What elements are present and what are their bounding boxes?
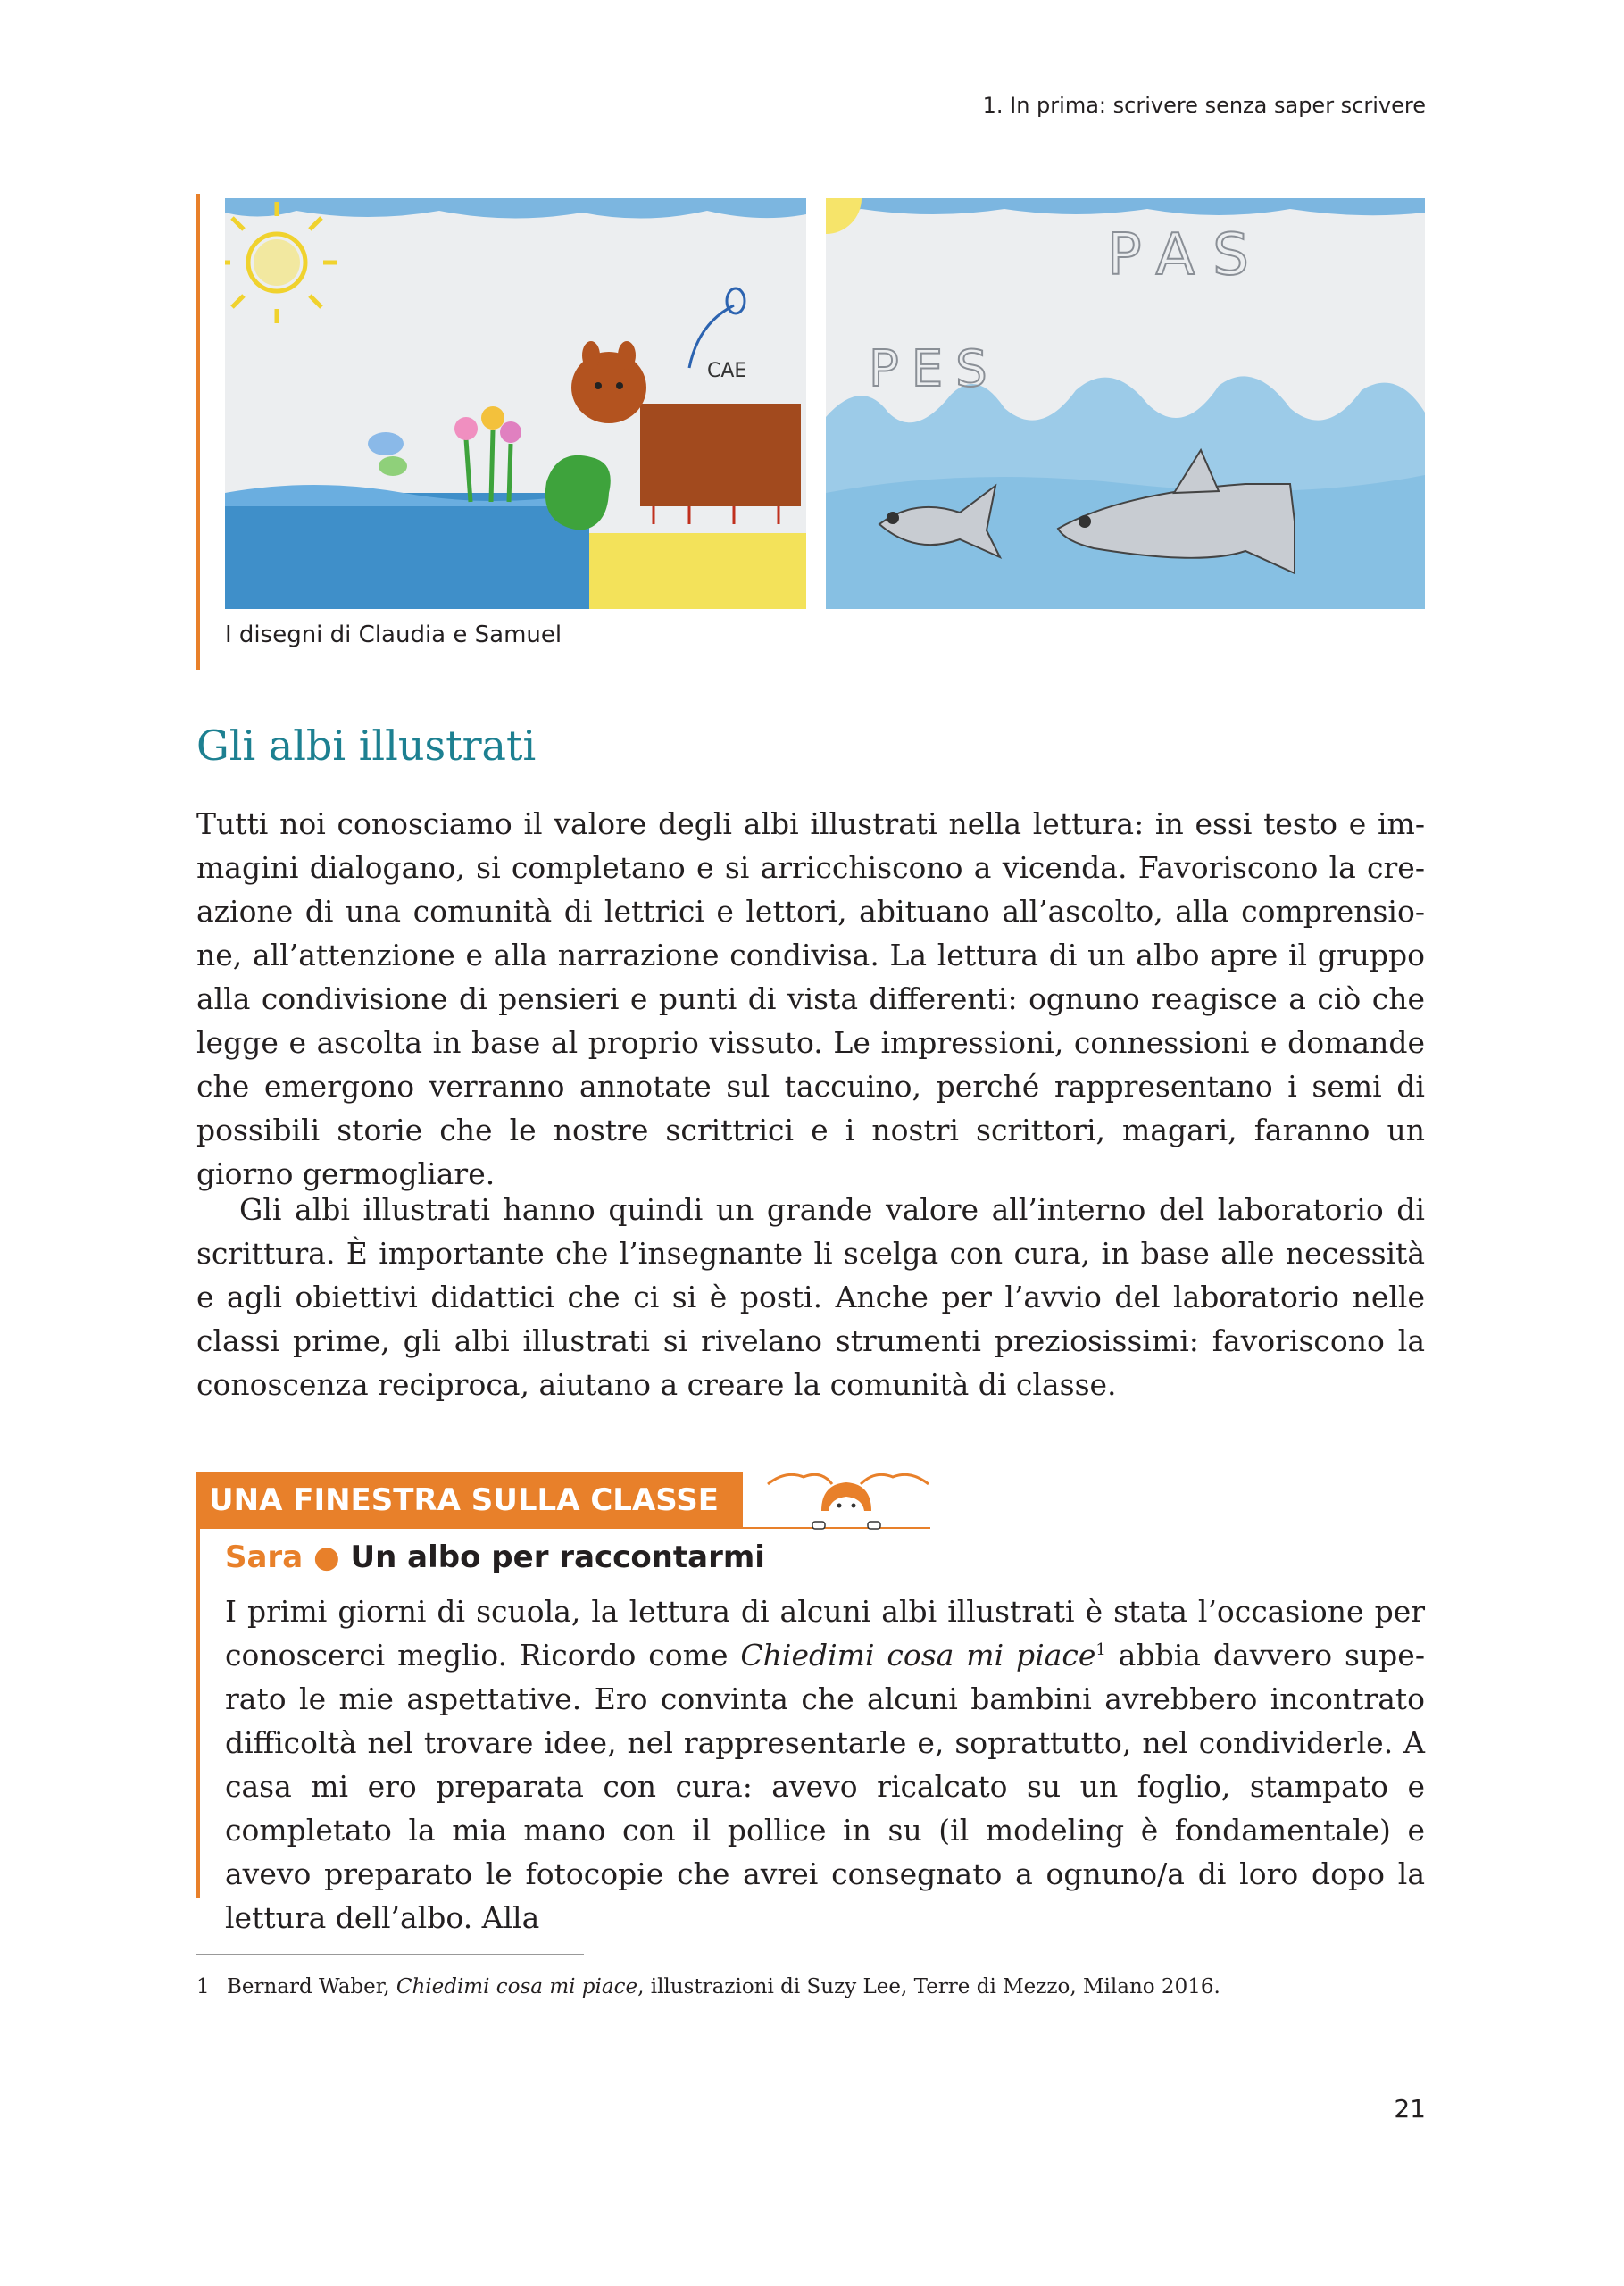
footnote-rule [196, 1954, 584, 1955]
box-accent-rule [196, 1472, 200, 1898]
child-drawing-claudia [225, 198, 806, 609]
box-heading-title: Un albo per raccontarmi [350, 1539, 765, 1575]
figure-accent-rule [196, 194, 200, 670]
footnote-number: 1 [196, 1975, 210, 1998]
book-title: Chiedimi cosa mi piace [740, 1638, 1096, 1673]
figure-caption: I disegni di Claudia e Samuel [225, 622, 562, 648]
peeking-girl-illustration [759, 1457, 934, 1531]
box-text-end: abbia davvero superato le mie aspettative. Ero convinta che alcuni bambini avrebbero incontrato difficoltà nel trovare idee, nel rappresentarle e, soprattutto, nel condividerle. A casa mi ero preparata con cura: avevo ricalcato su un foglio, stampato e completato la mia mano con il pollice in su (il modeling è fondamentale) e avevo preparato le fotocopie che avrei consegnato a ognuno/a di loro dopo la lettura dell’albo. Alla [225, 1638, 1425, 1935]
page-number: 21 [1394, 2094, 1426, 2123]
drawing-text-pes: PES [869, 340, 1000, 398]
child-drawing-samuel [826, 198, 1425, 609]
box-label: UNA FINESTRA SULLA CLASSE [196, 1472, 743, 1529]
drawing-text-cae: CAE [707, 360, 747, 382]
box-text-start: I primi giorni di scuola, la lettura di alcuni albi illustrati è stata l’occasione per conoscerci meglio. Ricordo come [225, 1594, 1425, 1673]
footnote-book-title: Chiedimi cosa mi piace [396, 1975, 638, 1998]
footnote [196, 1975, 1220, 1998]
box-heading [225, 1539, 765, 1575]
footnote-text-end: , illustrazioni di Suzy Lee, Terre di Mezzo, Milano 2016. [637, 1975, 1220, 1998]
body-paragraph: Gli albi illustrati hanno quindi un grande valore all’interno del laboratorio di scrittura. È importante che l’insegnante li scelga con cura, in base alle necessità e agli obiettivi didattici che ci si è posti. Anche per l’avvio del laboratorio nelle classi prime, gli albi illustrati si rivelano strumenti preziosissimi: favoriscono la conoscenza reciproca, aiutano a creare la comunità di classe. [196, 1192, 1425, 1402]
running-head: 1. In prima: scrivere senza saper scrivere [982, 93, 1426, 118]
footnote-text-start: Bernard Waber, [227, 1975, 396, 1998]
section-title: Gli albi illustrati [196, 722, 537, 770]
body-paragraph: Tutti noi conosciamo il valore degli albi illustrati nella lettura: in essi testo e immagini dialogano, si completano e si arricchiscono a vicenda. Favoriscono la creazione di una comunità di lettrici e lettori, abituano all’ascolto, alla comprensione, all’attenzione e alla narrazione condivisa. La lettura di un albo apre il gruppo alla condivisione di pensieri e punti di vista differenti: ognuno reagisce a ciò che legge e ascolta in base al proprio vissuto. Le impressioni, connessioni e domande che emergono verranno annotate sul taccuino, perché rappresentano i semi di possibili storie che le nostre scrittrici e i nostri scrittori, magari, faranno un giorno germogliare. [196, 806, 1425, 1191]
footnote-reference[interactable]: 1 [1095, 1640, 1106, 1659]
box-paragraph [225, 1589, 1425, 1940]
box-author: Sara [225, 1539, 304, 1575]
bullet-dot-icon: ● [313, 1539, 340, 1575]
drawing-text-pas: PAS [1107, 222, 1267, 288]
